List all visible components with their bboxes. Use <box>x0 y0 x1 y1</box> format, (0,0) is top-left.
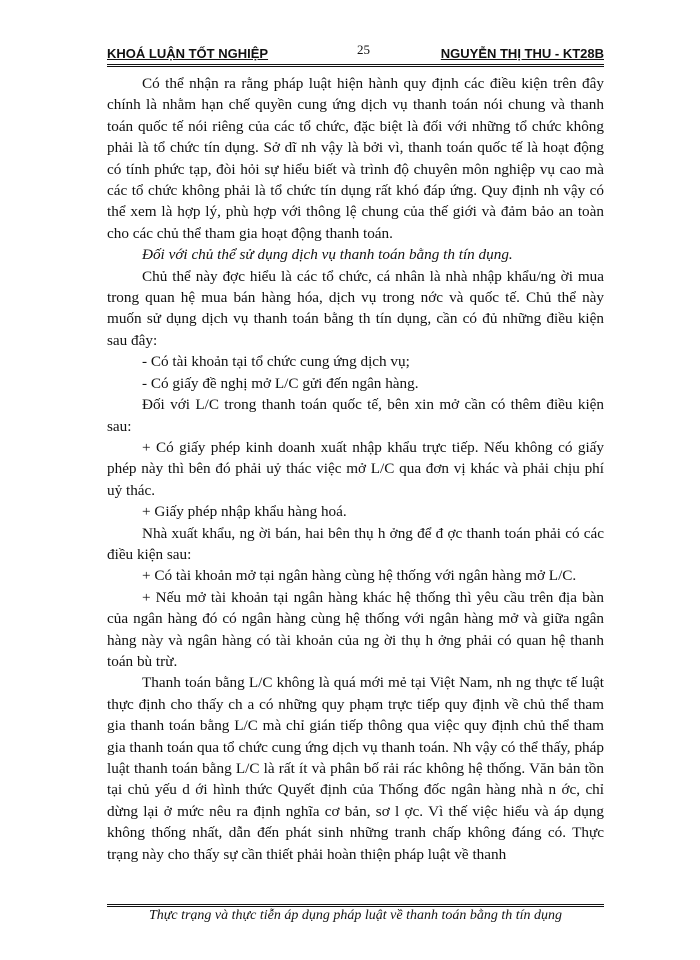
header-thesis-title: KHOÁ LUẬN TỐT NGHIỆP <box>107 46 269 61</box>
header-rule <box>107 64 604 67</box>
page-number: 25 <box>357 42 370 57</box>
list-item: - Có tài khoản tại tổ chức cung ứng dịch vụ; <box>142 353 410 371</box>
list-item: + Có giấy phép kinh doanh xuất nhập khẩu trực tiếp. Nếu không có giấy phép này thì bên đó phải uỷ thác việc mở L/C qua đơn vị khác và phải chịu phí uỷ thác. <box>107 438 604 499</box>
paragraph: Đối với L/C trong thanh toán quốc tế, bên xin mở cần có thêm điều kiện sau: <box>107 396 604 435</box>
list-item: - Có giấy đề nghị mở L/C gửi đến ngân hàng. <box>142 374 419 392</box>
section-heading-italic: Đối với chủ thể sử dụng dịch vụ thanh toán bằng th tín dụng. <box>142 246 513 264</box>
paragraph: Thanh toán bằng L/C không là quá mới mẻ tại Việt Nam, nh ng thực tế luật thực định cho thấy ch a có những quy phạm trực tiếp quy định về chủ thể tham gia thanh toán bằng L/C mà chỉ gián tiếp thông qua việc quy định chủ thể tham gia thanh toán qua tổ chức cung ứng dịch vụ thanh toán. Nh vậy có thể thấy, pháp luật thanh toán bằng L/C là rất ít và phân bố rải rác không hệ thống. Văn bản tồn tại chủ yếu d ới hình thức Quyết định của Thống đốc ngân hàng nhà n ớc, chỉ dừng lại ở mức nêu ra định nghĩa cơ bản, sơ l ợc. Vì thế việc hiểu và áp dụng không thống nhất, dẫn đến phát sinh những tranh chấp không đáng có. Thực trạng này cho thấy sự cần thiết phải hoàn thiện pháp luật về thanh <box>107 674 604 863</box>
list-item: + Giấy phép nhập khẩu hàng hoá. <box>142 503 347 521</box>
footer-rule <box>107 904 604 907</box>
header-author: NGUYỄN THỊ THU - KT28B <box>440 46 604 61</box>
paragraph: Chủ thể này đợc hiểu là các tổ chức, cá nhân là nhà nhập khẩu/ng ời mua trong quan hệ mua bán hàng hóa, dịch vụ trong nớc và quốc tế. Chủ thể này muốn sử dụng dịch vụ thanh toán bằng th tín dụng, cần có đủ những điều kiện sau đây: <box>107 267 604 349</box>
page-footer: Thực trạng và thực tiễn áp dụng pháp luật về thanh toán bằng th tín dụng <box>148 908 563 923</box>
paragraph: Nhà xuất khẩu, ng ời bán, hai bên thụ h ởng để đ ợc thanh toán phải có các điều kiện sau: <box>107 524 604 563</box>
body-text <box>107 73 604 865</box>
list-item: + Nếu mở tài khoản tại ngân hàng khác hệ thống thì yêu cầu trên địa bàn của ngân hàng đó có ngân hàng cùng hệ thống với ngân hàng mở và giữa ngân hàng này và ngân hàng có tài khoản của ng ời thụ h ởng phải có quan hệ thanh toán bù trừ. <box>107 588 604 670</box>
list-item: + Có tài khoản mở tại ngân hàng cùng hệ thống với ngân hàng mở L/C. <box>142 567 577 585</box>
paragraph: Có thể nhận ra rằng pháp luật hiện hành quy định các điều kiện trên đây chính là nhằm hạn chế quyền cung ứng dịch vụ thanh toán nói chung và thanh toán quốc tế nói riêng của các tổ chức, đặc biệt là đối với những tổ chức không phải là tổ chức tín dụng. Sở dĩ nh vậy là bởi vì, thanh toán quốc tế là hoạt động có tính phức tạp, đòi hỏi sự hiểu biết và trình độ chuyên môn nghiệp vụ cao mà các tổ chức không phải là tổ chức tín dụng rất khó đáp ứng. Quy định nh vậy có thể xem là hợp lý, phù hợp với thông lệ chung của thế giới và đảm bảo an toàn cho các chủ thể tham gia hoạt động thanh toán. <box>107 75 604 242</box>
page-header <box>107 42 604 62</box>
